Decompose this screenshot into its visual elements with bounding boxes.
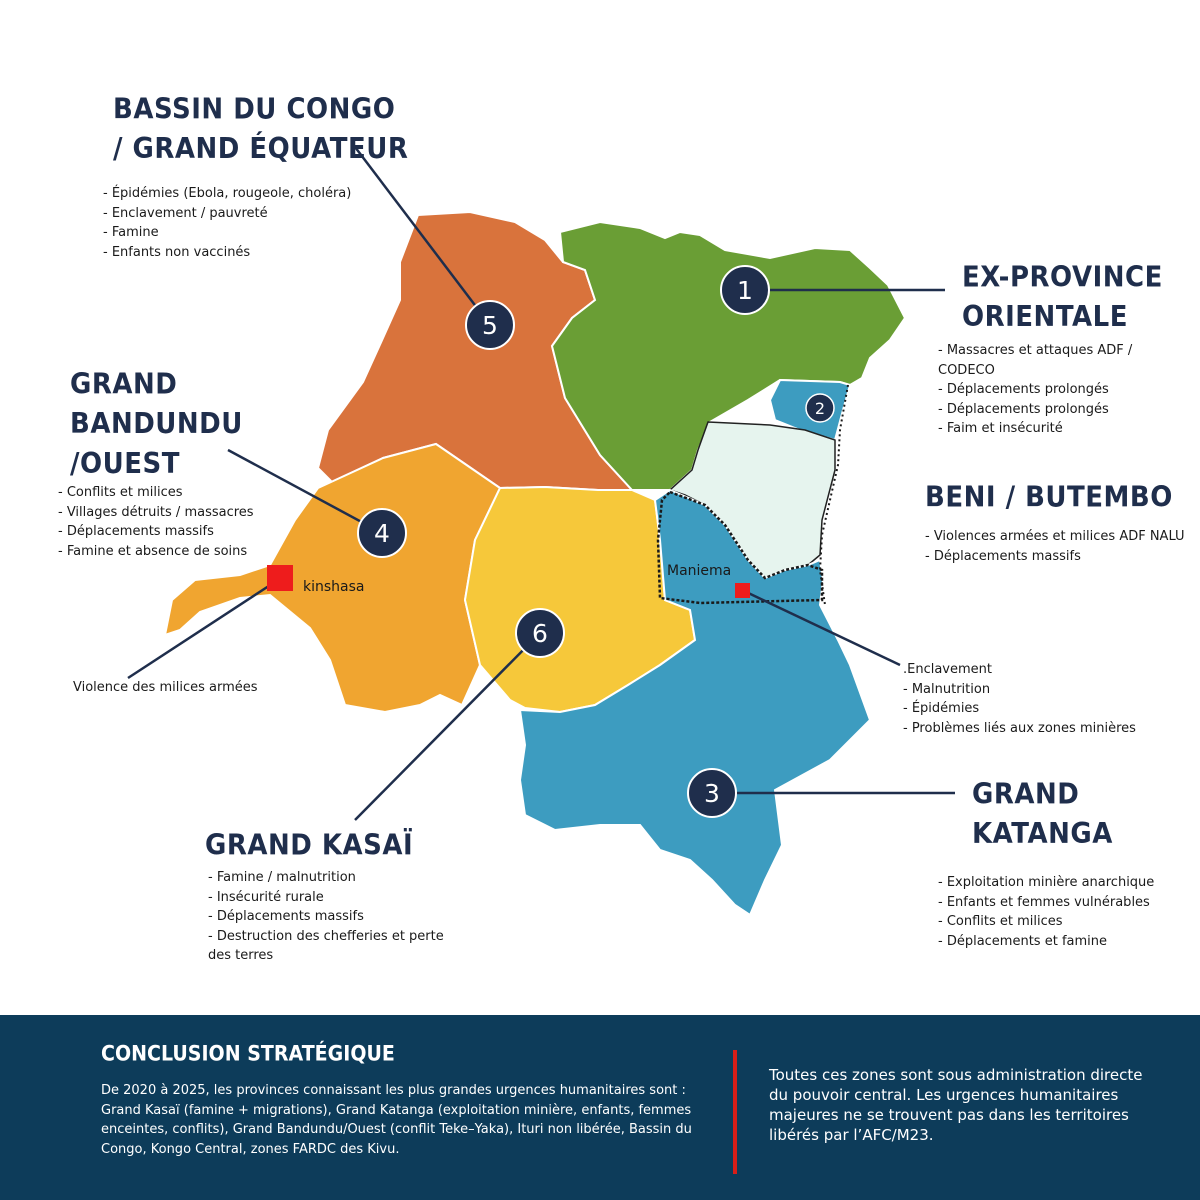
- list-item: - Insécurité rurale: [208, 889, 324, 905]
- list-item: - Conflits et milices: [58, 485, 183, 500]
- list-item: - Déplacements massifs: [925, 548, 1081, 564]
- list-item: - Conflits et milices: [938, 914, 1063, 929]
- list-item: - Problèmes liés aux zones minières: [903, 720, 1136, 736]
- svg-text:4: 4: [374, 519, 390, 548]
- maniema-label: Maniema: [667, 563, 732, 579]
- title-grand-bandundu: GRAND BANDUNDU /OUEST: [70, 368, 243, 481]
- list-item: - Destruction des chefferies et perte des terres: [208, 928, 444, 963]
- list-item: - Déplacements et famine: [938, 933, 1107, 949]
- list-item: - Famine: [103, 225, 159, 240]
- conclusion-footer: [0, 1015, 1200, 1200]
- region-number-4: [358, 509, 406, 557]
- list-item: - Faim et insécurité: [938, 421, 1063, 436]
- title-bassin-du-congo: BASSIN DU CONGO / GRAND ÉQUATEUR: [113, 93, 409, 166]
- list-item: - Famine / malnutrition: [208, 870, 356, 885]
- list-item: - Violences armées et milices ADF NALU: [925, 529, 1185, 544]
- list-grand-katanga: [938, 873, 1154, 951]
- list-item: - Épidémies (Ebola, rougeole, choléra): [103, 186, 352, 201]
- list-item: - Déplacements prolongés: [938, 382, 1109, 397]
- list-bassin-du-congo: [103, 184, 351, 262]
- svg-text:1: 1: [737, 276, 753, 305]
- conclusion-body: De 2020 à 2025, les provinces connaissant les plus grandes urgences humanitaires sont : Grand Kasaï (famine + migrations), Grand Katanga (exploitation minière, enfants, femmes enceintes, conflits), Grand Bandundu/Ouest (conflit Teke–Yaka), Ituri non libérée, Bassin du Congo, Kongo Central, zones FARDC des Kivu.: [101, 1083, 692, 1157]
- list-item: - Épidémies: [903, 701, 980, 716]
- list-item: - Massacres et attaques ADF / CODECO: [938, 343, 1133, 378]
- list-beni-butembo: [925, 527, 1185, 566]
- list-item: - Déplacements massifs: [208, 909, 364, 924]
- list-item: - Enfants non vaccinés: [103, 244, 251, 260]
- list-item: - Enfants et femmes vulnérables: [938, 894, 1150, 910]
- region-number-5: [466, 301, 514, 349]
- conclusion-title: CONCLUSION STRATÉGIQUE: [101, 1042, 395, 1067]
- title-grand-katanga: GRAND KATANGA: [972, 778, 1113, 851]
- list-item: - Déplacements massifs: [58, 524, 214, 539]
- conclusion-divider: [733, 1050, 737, 1174]
- list-maniema: [903, 660, 1136, 738]
- title-ex-province-orientale: EX-PROVINCE ORIENTALE: [962, 261, 1163, 334]
- list-grand-kasai: [208, 868, 444, 966]
- maniema-marker: [735, 583, 750, 598]
- svg-text:2: 2: [814, 399, 826, 418]
- kinshasa-label: kinshasa: [303, 579, 365, 595]
- svg-text:5: 5: [482, 311, 498, 340]
- title-grand-kasai: GRAND KASAÏ: [205, 829, 414, 863]
- list-ex-province-orientale: [938, 341, 1132, 439]
- list-item: - Exploitation minière anarchique: [938, 875, 1155, 890]
- list-grand-bandundu: [58, 483, 254, 561]
- list-item: - Déplacements prolongés: [938, 401, 1109, 417]
- kinshasa-note: Violence des milices armées: [73, 680, 258, 695]
- list-item: - Famine et absence de soins: [58, 543, 248, 559]
- list-item: .Enclavement: [903, 662, 993, 677]
- conclusion-side-note: Toutes ces zones sont sous administration directe du pouvoir central. Les urgences humanitaires majeures ne se trouvent pas dans les territoires libérés par l’AFC/M23.: [769, 1066, 1143, 1144]
- svg-text:3: 3: [704, 779, 720, 808]
- list-item: - Malnutrition: [903, 681, 991, 697]
- region-number-6: [516, 609, 564, 657]
- list-item: - Enclavement / pauvreté: [103, 205, 268, 221]
- kinshasa-marker: [267, 565, 293, 591]
- list-item: - Villages détruits / massacres: [58, 504, 254, 520]
- region-number-1: [721, 266, 769, 314]
- title-beni-butembo: BENI / BUTEMBO: [925, 481, 1173, 515]
- region-number-2: [806, 394, 834, 422]
- region-number-3: [688, 769, 736, 817]
- svg-text:6: 6: [532, 619, 548, 648]
